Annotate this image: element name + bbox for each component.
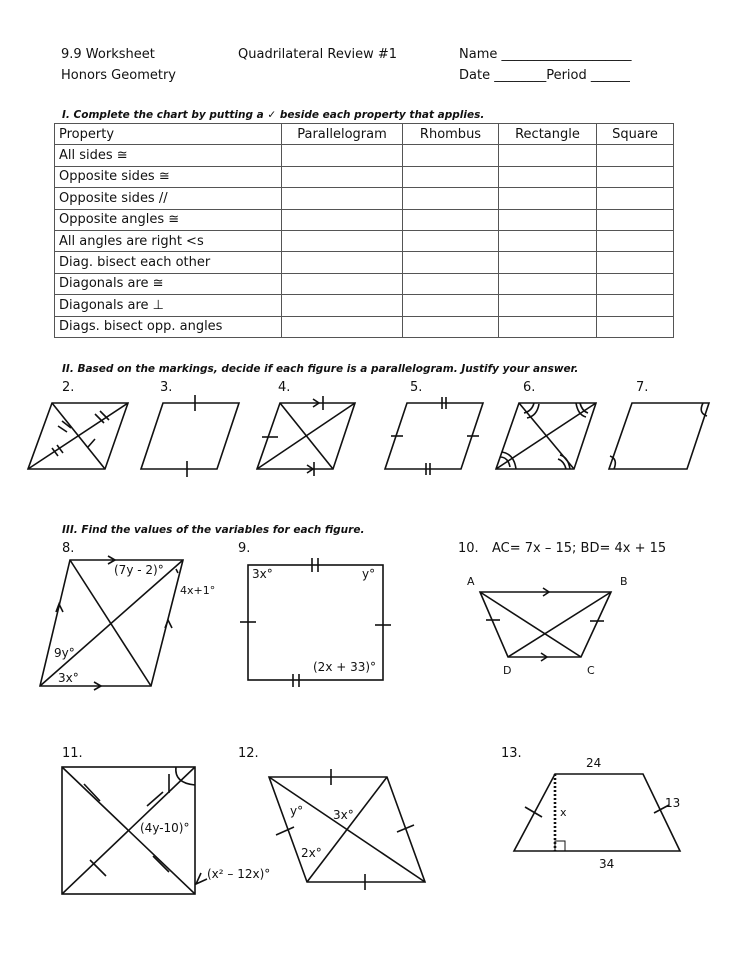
property-label: Diagonals are ≅ xyxy=(55,273,282,294)
label-13-bottom: 34 xyxy=(599,857,615,871)
property-label: Diags. bisect opp. angles xyxy=(55,316,282,337)
label-12-3: 2x° xyxy=(301,846,322,860)
col-header: Square xyxy=(597,124,674,145)
figure-10-trapezoid xyxy=(480,588,611,661)
problem-number: 11. xyxy=(62,746,83,761)
section1-instruction: I. Complete the chart by putting a ✓ beside each property that applies. xyxy=(62,109,485,121)
vertex-c: C xyxy=(587,664,595,677)
col-header: Parallelogram xyxy=(282,124,403,145)
label-8-3: 9y° xyxy=(54,646,75,660)
label-9-2: y° xyxy=(362,567,376,581)
section2-instruction: II. Based on the markings, decide if each figure is a parallelogram. Justify your answer. xyxy=(62,363,579,375)
label-9-1: 3x° xyxy=(252,567,273,581)
worksheet-number: 9.9 Worksheet xyxy=(61,47,155,62)
label-11-2: (x² – 12x)° xyxy=(207,867,271,881)
problem-number: 10. xyxy=(458,541,479,556)
label-13-side: 13 xyxy=(665,796,681,810)
property-label: All angles are right <s xyxy=(55,230,282,251)
property-label: All sides ≅ xyxy=(55,145,282,166)
problem-number: 4. xyxy=(278,380,291,395)
col-header: Property xyxy=(55,124,282,145)
problem-number: 12. xyxy=(238,746,259,761)
date-period-field: Date ________Period ______ xyxy=(459,68,630,83)
label-13-height: x xyxy=(560,806,567,819)
course-name: Honors Geometry xyxy=(61,68,176,83)
label-13-top: 24 xyxy=(586,756,602,770)
name-field: Name ____________________ xyxy=(459,47,632,62)
property-label: Opposite sides ≅ xyxy=(55,166,282,187)
problem-number: 7. xyxy=(636,380,649,395)
vertex-a: A xyxy=(467,575,475,588)
col-header: Rectangle xyxy=(499,124,597,145)
label-8-4: 3x° xyxy=(58,671,79,685)
problem-number: 2. xyxy=(62,380,75,395)
property-label: Diag. bisect each other xyxy=(55,252,282,273)
property-label: Diagonals are ⊥ xyxy=(55,295,282,316)
label-8-2: 4x+1° xyxy=(180,584,216,597)
col-header: Rhombus xyxy=(403,124,499,145)
problem-number: 6. xyxy=(523,380,536,395)
problem-number: 5. xyxy=(410,380,423,395)
label-11-1: (4y-10)° xyxy=(140,821,190,835)
problem-number: 3. xyxy=(160,380,173,395)
property-label: Opposite angles ≅ xyxy=(55,209,282,230)
problem-number: 13. xyxy=(501,746,522,761)
property-label: Opposite sides // xyxy=(55,188,282,209)
figure-12-rhombus xyxy=(269,769,425,890)
label-9-3: (2x + 33)° xyxy=(313,660,377,674)
problem-number: 9. xyxy=(238,541,251,556)
problem-10-given: AC= 7x – 15; BD= 4x + 15 xyxy=(492,541,667,556)
label-12-2: 3x° xyxy=(333,808,354,822)
worksheet-title: Quadrilateral Review #1 xyxy=(238,47,398,62)
label-12-1: y° xyxy=(290,804,304,818)
problem-number: 8. xyxy=(62,541,75,556)
vertex-d: D xyxy=(503,664,512,677)
vertex-b: B xyxy=(620,575,628,588)
section3-instruction: III. Find the values of the variables for each figure. xyxy=(62,524,365,536)
label-8-1: (7y - 2)° xyxy=(114,563,164,577)
figure-13-trapezoid xyxy=(514,774,680,851)
